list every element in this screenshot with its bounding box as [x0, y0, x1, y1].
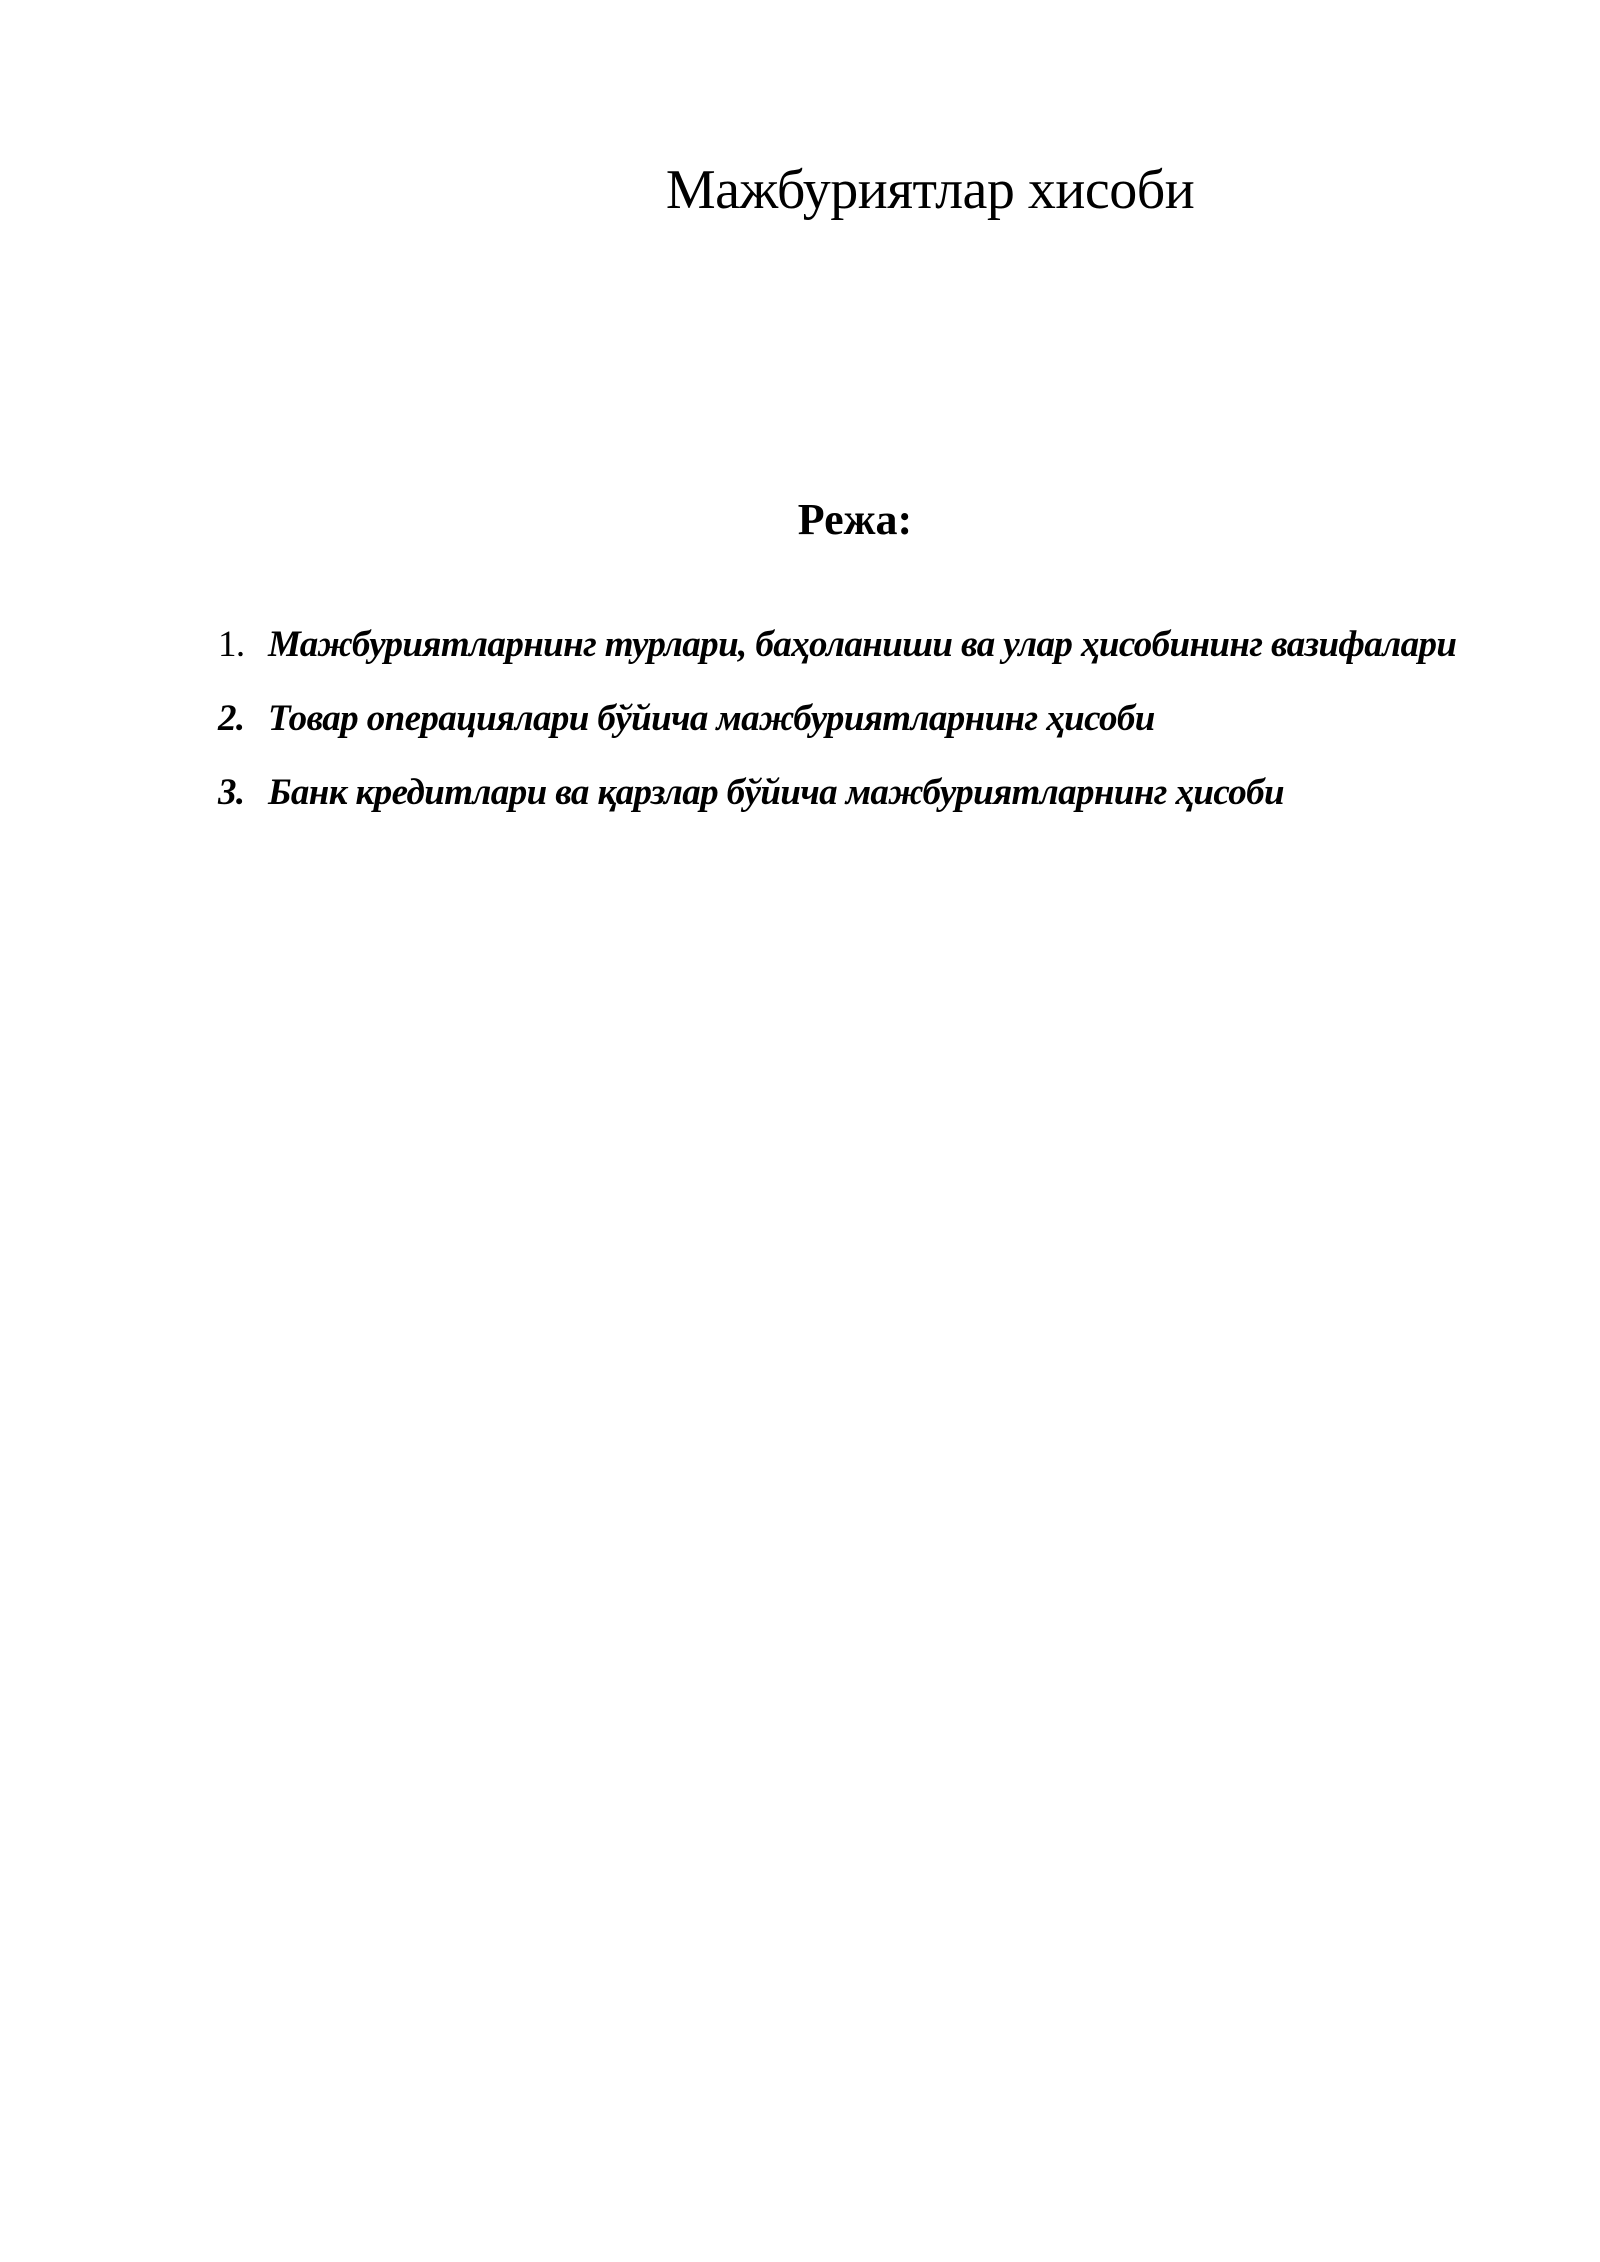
plan-list	[218, 608, 1490, 830]
plan-item-text: Банк кредитлари ва қарзлар бўйича мажбуриятларнинг ҳисоби	[268, 772, 1284, 813]
plan-item-text: Мажбуриятларнинг турлари, баҳоланиши ва улар ҳисобининг вазифалари	[268, 624, 1457, 665]
plan-item	[218, 682, 1490, 756]
plan-item	[218, 608, 1490, 682]
plan-heading: Режа:	[797, 495, 913, 544]
plan-item-number: 1.	[218, 624, 245, 665]
plan-item-text: Товар операциялари бўйича мажбуриятларнинг ҳисоби	[268, 698, 1155, 739]
plan-item-number: 2.	[218, 698, 245, 739]
document-title: Мажбуриятлар хисоби	[665, 159, 1195, 221]
plan-item	[218, 756, 1490, 830]
plan-item-number: 3.	[218, 772, 245, 813]
